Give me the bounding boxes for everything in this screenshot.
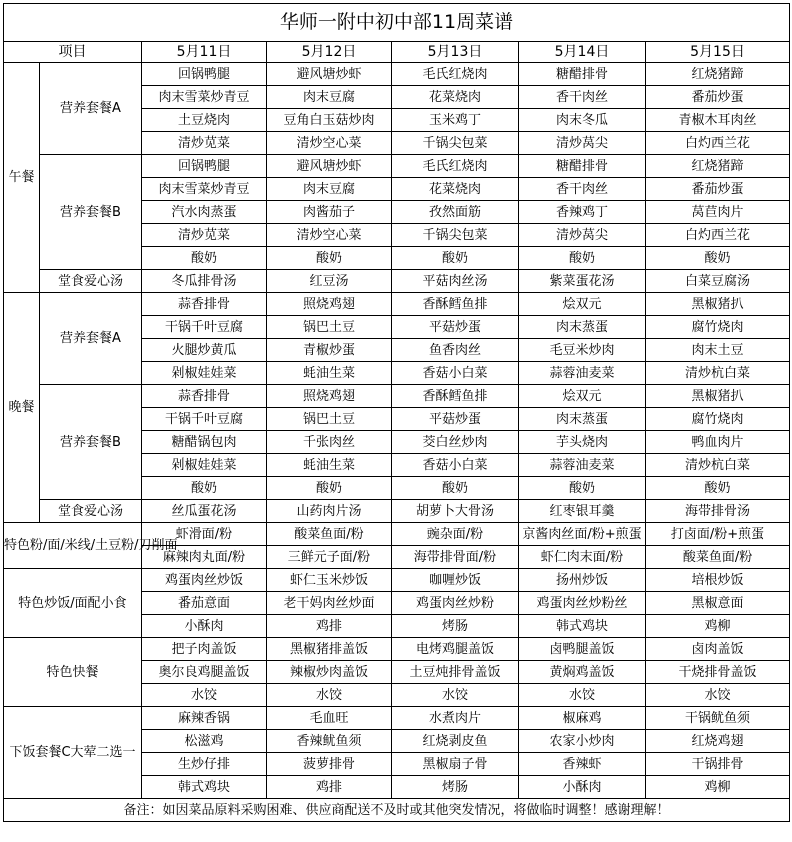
dish-cell: 韩式鸡块	[142, 776, 267, 799]
page-title: 华师一附中初中部11周菜谱	[4, 4, 790, 42]
dish-cell: 香辣鸡丁	[519, 201, 646, 224]
dish-cell: 平菇炒蛋	[392, 316, 519, 339]
dish-cell: 水饺	[142, 684, 267, 707]
dish-cell: 糖醋排骨	[519, 63, 646, 86]
dish-cell: 电烤鸡腿盖饭	[392, 638, 519, 661]
dish-cell: 避风塘炒虾	[267, 155, 392, 178]
dish-cell: 京酱肉丝面/粉+煎蛋	[519, 523, 646, 546]
dish-cell: 锅巴土豆	[267, 408, 392, 431]
menu-row	[4, 155, 790, 178]
dish-cell: 黄焖鸡盖饭	[519, 661, 646, 684]
dish-cell: 平菇炒蛋	[392, 408, 519, 431]
dish-cell: 肉末冬瓜	[519, 109, 646, 132]
dish-cell: 玉米鸡丁	[392, 109, 519, 132]
dish-cell: 老干妈肉丝炒面	[267, 592, 392, 615]
dish-cell: 腐竹烧肉	[646, 316, 790, 339]
header-date: 5月13日	[392, 42, 519, 63]
dish-cell: 鸡蛋肉丝炒饭	[142, 569, 267, 592]
dish-cell: 白灼西兰花	[646, 224, 790, 247]
dish-cell: 韩式鸡块	[519, 615, 646, 638]
dish-cell: 毛氏红烧肉	[392, 63, 519, 86]
dish-cell: 香酥鳕鱼排	[392, 385, 519, 408]
section-label: 特色炒饭/面配小食	[4, 569, 142, 638]
dish-cell: 红烧鸡翅	[646, 730, 790, 753]
dish-cell: 青椒炒蛋	[267, 339, 392, 362]
dish-cell: 芋头烧肉	[519, 431, 646, 454]
dish-cell: 虾仁玉米炒饭	[267, 569, 392, 592]
dish-cell: 生炒仔排	[142, 753, 267, 776]
dish-cell: 丝瓜蛋花汤	[142, 500, 267, 523]
dish-cell: 蒜香排骨	[142, 293, 267, 316]
dish-cell: 红烧猪蹄	[646, 155, 790, 178]
dish-cell: 虾滑面/粉	[142, 523, 267, 546]
dish-cell: 海带排骨汤	[646, 500, 790, 523]
dish-cell: 茭白丝炒肉	[392, 431, 519, 454]
set-label: 营养套餐B	[40, 155, 142, 270]
dish-cell: 番茄炒蛋	[646, 178, 790, 201]
menu-row	[4, 569, 790, 592]
dish-cell: 清炒苋菜	[142, 132, 267, 155]
soup-label: 堂食爱心汤	[40, 270, 142, 293]
dish-cell: 胡萝卜大骨汤	[392, 500, 519, 523]
dish-cell: 酸奶	[267, 247, 392, 270]
dish-cell: 烩双元	[519, 385, 646, 408]
dish-cell: 水饺	[519, 684, 646, 707]
dish-cell: 酸奶	[142, 477, 267, 500]
dish-cell: 清炒莴尖	[519, 224, 646, 247]
dish-cell: 花菜烧肉	[392, 86, 519, 109]
meal-label: 晚餐	[4, 293, 40, 523]
dish-cell: 回锅鸭腿	[142, 155, 267, 178]
dish-cell: 酸奶	[646, 477, 790, 500]
dish-cell: 农家小炒肉	[519, 730, 646, 753]
dish-cell: 花菜烧肉	[392, 178, 519, 201]
dish-cell: 红烧猪蹄	[646, 63, 790, 86]
dish-cell: 清炒苋菜	[142, 224, 267, 247]
dish-cell: 山药肉片汤	[267, 500, 392, 523]
dish-cell: 烤肠	[392, 615, 519, 638]
dish-cell: 菠萝排骨	[267, 753, 392, 776]
dish-cell: 培根炒饭	[646, 569, 790, 592]
dish-cell: 干锅排骨	[646, 753, 790, 776]
dish-cell: 鱼香肉丝	[392, 339, 519, 362]
dish-cell: 辣椒炒肉盖饭	[267, 661, 392, 684]
dish-cell: 回锅鸭腿	[142, 63, 267, 86]
dish-cell: 咖喱炒饭	[392, 569, 519, 592]
set-label: 营养套餐A	[40, 63, 142, 155]
dish-cell: 照烧鸡翅	[267, 293, 392, 316]
dish-cell: 黑椒猪扒	[646, 385, 790, 408]
dish-cell: 剁椒娃娃菜	[142, 454, 267, 477]
dish-cell: 番茄炒蛋	[646, 86, 790, 109]
dish-cell: 肉末土豆	[646, 339, 790, 362]
set-label: 营养套餐A	[40, 293, 142, 385]
dish-cell: 肉末蒸蛋	[519, 408, 646, 431]
dish-cell: 酸奶	[142, 247, 267, 270]
meal-label: 午餐	[4, 63, 40, 293]
dish-cell: 香菇小白菜	[392, 362, 519, 385]
menu-row	[4, 523, 790, 546]
dish-cell: 肉末雪菜炒青豆	[142, 86, 267, 109]
section-label: 特色快餐	[4, 638, 142, 707]
dish-cell: 干烧排骨盖饭	[646, 661, 790, 684]
dish-cell: 肉末蒸蛋	[519, 316, 646, 339]
section-label: 下饭套餐C大荤二选一	[4, 707, 142, 799]
dish-cell: 红枣银耳羹	[519, 500, 646, 523]
dish-cell: 酸奶	[392, 477, 519, 500]
dish-cell: 蒜蓉油麦菜	[519, 454, 646, 477]
dish-cell: 红烧剥皮鱼	[392, 730, 519, 753]
dish-cell: 海带排骨面/粉	[392, 546, 519, 569]
header-row	[4, 42, 790, 63]
dish-cell: 千锅尖包菜	[392, 132, 519, 155]
dish-cell: 清炒空心菜	[267, 224, 392, 247]
section-label: 特色粉/面/米线/土豆粉/刀削面	[4, 523, 142, 569]
dish-cell: 蒜蓉油麦菜	[519, 362, 646, 385]
dish-cell: 肉酱茄子	[267, 201, 392, 224]
dish-cell: 黑椒扇子骨	[392, 753, 519, 776]
dish-cell: 酸奶	[267, 477, 392, 500]
header-item: 项目	[4, 42, 142, 63]
dish-cell: 虾仁肉末面/粉	[519, 546, 646, 569]
dish-cell: 水饺	[646, 684, 790, 707]
dish-cell: 清炒杭白菜	[646, 362, 790, 385]
dish-cell: 黑椒意面	[646, 592, 790, 615]
header-date: 5月15日	[646, 42, 790, 63]
menu-row	[4, 500, 790, 523]
header-date: 5月12日	[267, 42, 392, 63]
dish-cell: 番茄意面	[142, 592, 267, 615]
menu-row	[4, 293, 790, 316]
dish-cell: 清炒莴尖	[519, 132, 646, 155]
dish-cell: 鸭血肉片	[646, 431, 790, 454]
dish-cell: 鸡柳	[646, 776, 790, 799]
dish-cell: 毛豆米炒肉	[519, 339, 646, 362]
dish-cell: 蒜香排骨	[142, 385, 267, 408]
dish-cell: 锅巴土豆	[267, 316, 392, 339]
dish-cell: 莴苣肉片	[646, 201, 790, 224]
dish-cell: 奥尔良鸡腿盖饭	[142, 661, 267, 684]
menu-table	[3, 3, 790, 822]
dish-cell: 糖醋排骨	[519, 155, 646, 178]
dish-cell: 酸奶	[519, 247, 646, 270]
dish-cell: 孜然面筋	[392, 201, 519, 224]
dish-cell: 蚝油生菜	[267, 362, 392, 385]
dish-cell: 烩双元	[519, 293, 646, 316]
dish-cell: 土豆炖排骨盖饭	[392, 661, 519, 684]
set-label: 营养套餐B	[40, 385, 142, 500]
menu-row	[4, 63, 790, 86]
dish-cell: 扬州炒饭	[519, 569, 646, 592]
dish-cell: 白菜豆腐汤	[646, 270, 790, 293]
dish-cell: 白灼西兰花	[646, 132, 790, 155]
menu-row	[4, 270, 790, 293]
dish-cell: 烤肠	[392, 776, 519, 799]
dish-cell: 水饺	[267, 684, 392, 707]
dish-cell: 松滋鸡	[142, 730, 267, 753]
dish-cell: 火腿炒黄瓜	[142, 339, 267, 362]
menu-row	[4, 638, 790, 661]
dish-cell: 冬瓜排骨汤	[142, 270, 267, 293]
dish-cell: 卤鸭腿盖饭	[519, 638, 646, 661]
dish-cell: 酸菜鱼面/粉	[267, 523, 392, 546]
dish-cell: 青椒木耳肉丝	[646, 109, 790, 132]
dish-cell: 干锅千叶豆腐	[142, 408, 267, 431]
dish-cell: 小酥肉	[519, 776, 646, 799]
dish-cell: 毛血旺	[267, 707, 392, 730]
dish-cell: 黑椒猪扒	[646, 293, 790, 316]
dish-cell: 干锅千叶豆腐	[142, 316, 267, 339]
dish-cell: 酸奶	[646, 247, 790, 270]
dish-cell: 鸡柳	[646, 615, 790, 638]
dish-cell: 平菇肉丝汤	[392, 270, 519, 293]
dish-cell: 椒麻鸡	[519, 707, 646, 730]
dish-cell: 黑椒猪排盖饭	[267, 638, 392, 661]
dish-cell: 土豆烧肉	[142, 109, 267, 132]
header-date: 5月14日	[519, 42, 646, 63]
footer-note: 备注：如因菜品原料采购困难、供应商配送不及时或其他突发情况，将做临时调整！感谢理解！	[4, 799, 790, 822]
dish-cell: 小酥肉	[142, 615, 267, 638]
dish-cell: 紫菜蛋花汤	[519, 270, 646, 293]
dish-cell: 鸡蛋肉丝炒粉	[392, 592, 519, 615]
dish-cell: 腐竹烧肉	[646, 408, 790, 431]
dish-cell: 香酥鳕鱼排	[392, 293, 519, 316]
dish-cell: 肉末豆腐	[267, 178, 392, 201]
dish-cell: 鸡蛋肉丝炒粉丝	[519, 592, 646, 615]
dish-cell: 酸菜鱼面/粉	[646, 546, 790, 569]
dish-cell: 豆角白玉菇炒肉	[267, 109, 392, 132]
dish-cell: 千锅尖包菜	[392, 224, 519, 247]
dish-cell: 肉末豆腐	[267, 86, 392, 109]
dish-cell: 糖醋锅包肉	[142, 431, 267, 454]
dish-cell: 酸奶	[392, 247, 519, 270]
dish-cell: 打卤面/粉+煎蛋	[646, 523, 790, 546]
dish-cell: 麻辣香锅	[142, 707, 267, 730]
header-date: 5月11日	[142, 42, 267, 63]
dish-cell: 毛氏红烧肉	[392, 155, 519, 178]
dish-cell: 鸡排	[267, 776, 392, 799]
dish-cell: 蚝油生菜	[267, 454, 392, 477]
dish-cell: 肉末雪菜炒青豆	[142, 178, 267, 201]
dish-cell: 鸡排	[267, 615, 392, 638]
dish-cell: 卤肉盖饭	[646, 638, 790, 661]
dish-cell: 清炒空心菜	[267, 132, 392, 155]
menu-row	[4, 707, 790, 730]
dish-cell: 水饺	[392, 684, 519, 707]
dish-cell: 香辣虾	[519, 753, 646, 776]
dish-cell: 避风塘炒虾	[267, 63, 392, 86]
dish-cell: 干锅鱿鱼须	[646, 707, 790, 730]
dish-cell: 千张肉丝	[267, 431, 392, 454]
menu-row	[4, 385, 790, 408]
dish-cell: 香菇小白菜	[392, 454, 519, 477]
soup-label: 堂食爱心汤	[40, 500, 142, 523]
dish-cell: 香干肉丝	[519, 178, 646, 201]
dish-cell: 豌杂面/粉	[392, 523, 519, 546]
dish-cell: 麻辣肉丸面/粉	[142, 546, 267, 569]
dish-cell: 香辣鱿鱼须	[267, 730, 392, 753]
dish-cell: 红豆汤	[267, 270, 392, 293]
dish-cell: 汽水肉蒸蛋	[142, 201, 267, 224]
dish-cell: 照烧鸡翅	[267, 385, 392, 408]
dish-cell: 把子肉盖饭	[142, 638, 267, 661]
dish-cell: 酸奶	[519, 477, 646, 500]
dish-cell: 水煮肉片	[392, 707, 519, 730]
dish-cell: 清炒杭白菜	[646, 454, 790, 477]
dish-cell: 剁椒娃娃菜	[142, 362, 267, 385]
dish-cell: 三鲜元子面/粉	[267, 546, 392, 569]
dish-cell: 香干肉丝	[519, 86, 646, 109]
